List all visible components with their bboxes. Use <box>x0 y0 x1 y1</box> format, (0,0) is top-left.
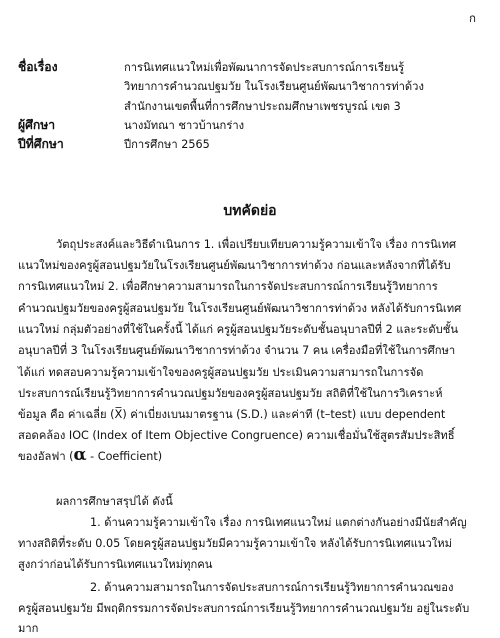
para1-line: ได้แก่ ทดสอบความรู้ความเข้าใจของครูผู้สอนปฐมวัย ประเมินความสามารถในการจัด <box>18 366 424 379</box>
para1-line <box>18 405 445 424</box>
para1-line11-b: - Coefficient) <box>86 450 163 463</box>
para1-line: การนิเทศแนวใหม่ 2. เพื่อศึกษาความสามารถในการจัดประสบการณ์การเรียนรู้วิทยาการ <box>18 280 438 293</box>
topic-line: วิทยาการคำนวณปฐมวัย ในโรงเรียนศูนย์พัฒนาวิชาการท่าด้วง <box>124 80 424 94</box>
topic-value <box>124 58 488 116</box>
researcher-label: ผู้ศึกษา <box>18 117 56 132</box>
para3-line: ครูผู้สอนปฐมวัย มีพฤติกรรมการจัดประสบการณ์การเรียนรู้วิทยาการคำนวณปฐมวัย อยู่ในระดับ <box>18 602 470 615</box>
mean-symbol: X̅ <box>114 407 123 421</box>
para2-line: สูงกว่าก่อนได้รับการนิเทศแนวใหม่ทุกคน <box>18 558 213 571</box>
topic-line: สำนักงานเขตพื้นที่การศึกษาประถมศึกษาเพชรบูรณ์ เขต 3 <box>124 99 401 113</box>
meta-block <box>18 58 488 154</box>
page-number: ก <box>469 11 476 25</box>
para3-line: มาก <box>18 622 39 635</box>
researcher-row <box>18 116 488 135</box>
para3-line: 2. ด้านความสามารถในการจัดประสบการณ์การเรียนรู้วิทยาการคำนวณของ <box>90 581 454 594</box>
year-row <box>18 135 488 154</box>
researcher-name: นางมัทณา ชาวบ้านกร่าง <box>124 118 245 132</box>
abstract-title: บทคัดย่อ <box>223 203 277 219</box>
para2-line: ทางสถิติที่ระดับ 0.05 โดยครูผู้สอนปฐมวัยมีความรู้ความเข้าใจ หลังได้รับการนิเทศแนวใหม่ <box>18 537 452 550</box>
para1-line: สอดคล้อง IOC (Index of Item Objective Congruence) ความเชื่อมั่นใช้สูตรสัมประสิทธิ์ <box>18 429 455 442</box>
para1-line9-a: ข้อมูล คือ ค่าเฉลี่ย ( <box>18 408 115 421</box>
para1-line: ประสบการณ์เรียนรู้วิทยาการคำนวณปฐมวัยของครูผู้สอนปฐมวัย สถิติที่ใช้ในการวิเคราะห์ <box>18 387 443 400</box>
topic-row <box>18 58 488 116</box>
year-value: ปีการศึกษา 2565 <box>124 138 210 152</box>
topic-label: ชื่อเรื่อง <box>18 60 58 74</box>
para1-line: คำนวณปฐมวัยของครูผู้สอนปฐมวัย ในโรงเรียนศูนย์พัฒนาวิชาการท่าด้วง หลังได้รับการนิเทศ <box>18 302 462 315</box>
results-heading: ผลการศึกษาสรุปได้ ดังนี้ <box>56 495 173 508</box>
topic-line: การนิเทศแนวใหม่เพื่อพัฒนาการจัดประสบการณ์การเรียนรู้ <box>124 61 405 74</box>
para2-line: 1. ด้านความรู้ความเข้าใจ เรื่อง การนิเทศแนวใหม่ แตกต่างกันอย่างมีนัยสำคัญ <box>90 516 467 529</box>
year-label: ปีที่ศึกษา <box>18 137 64 152</box>
para1-line9-b: ) ค่าเบี่ยงเบนมาตรฐาน (S.D.) และค่าที (t–test) แบบ dependent <box>122 408 446 421</box>
para1-line: อนุบาลปีที่ 3 ในโรงเรียนศูนย์พัฒนาวิชาการท่าด้วง จำนวน 7 คน เครื่องมือที่ใช้ในการศึกษา <box>18 344 456 357</box>
para1-line: วัตถุประสงค์และวิธีดำเนินการ 1. เพื่อเปรียบเทียบความรู้ความเข้าใจ เรื่อง การนิเทศ <box>56 238 457 251</box>
para1-line: แนวใหม่ของครูผู้สอนปฐมวัยในโรงเรียนศูนย์พัฒนาวิชาการท่าด้วง ก่อนและหลังจากที่ได้รับ <box>18 259 451 272</box>
para1-line: แนวใหม่ กลุ่มตัวอย่างที่ใช้ในครั้งนี้ ได้แก่ ครูผู้สอนปฐมวัยระดับชั้นอนุบาลปีที่ 2 และระดับชั้น <box>18 323 458 336</box>
para1-line <box>18 446 162 466</box>
para1-line11-a: ของอัลฟา ( <box>18 450 74 463</box>
alpha-symbol: α <box>73 445 87 465</box>
